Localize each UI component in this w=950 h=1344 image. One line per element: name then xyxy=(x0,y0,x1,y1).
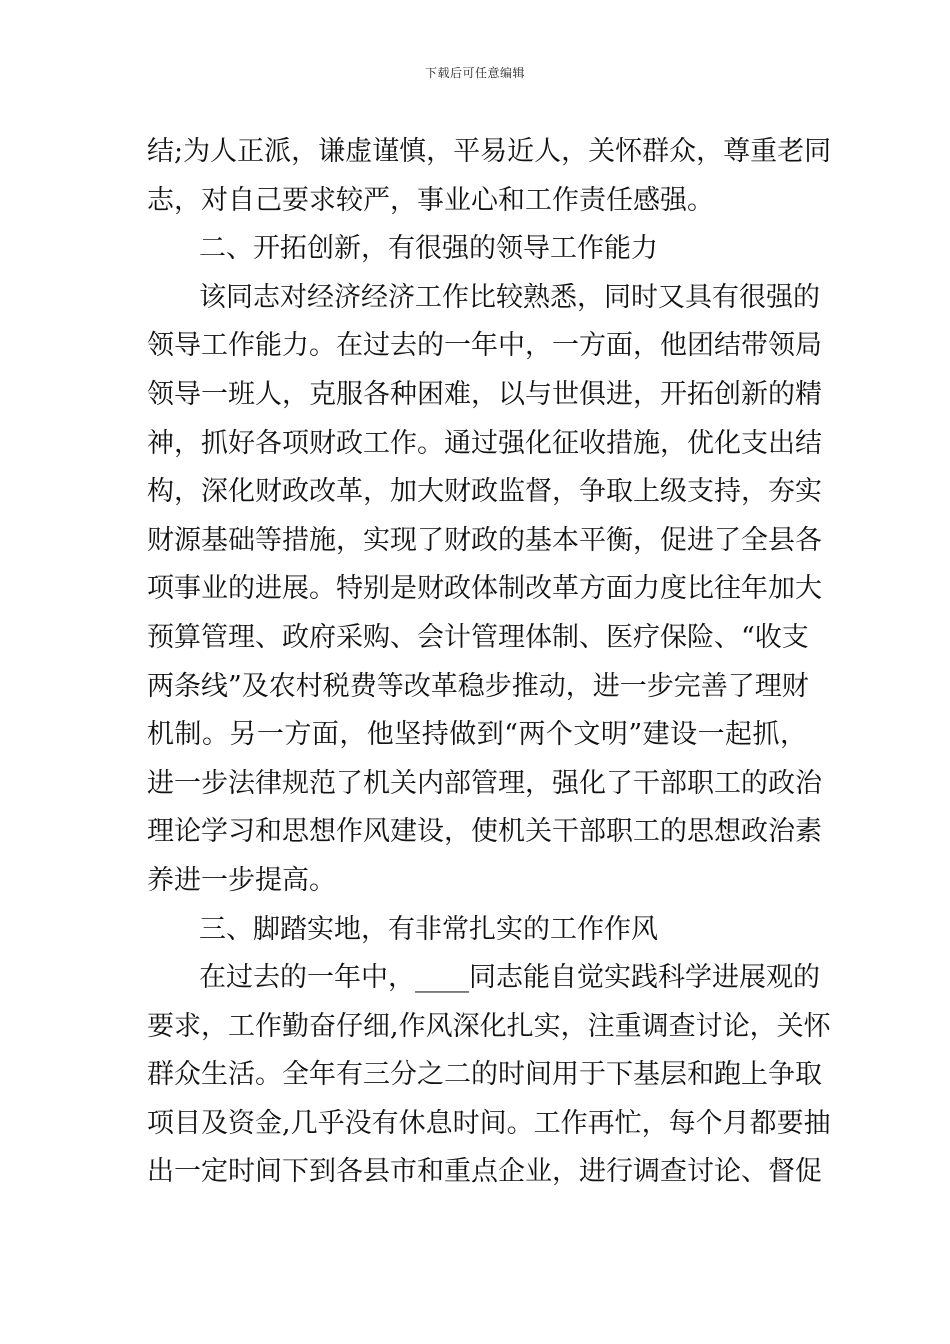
page-header: 下载后可任意编辑 xyxy=(424,66,525,80)
body-text xyxy=(147,128,832,1197)
text-line: 理论学习和思想作风建设，使机关干部职工的思想政治素 xyxy=(147,816,822,848)
text-line: 三、脚踏实地，有非常扎实的工作作风 xyxy=(199,913,658,945)
text-line: 项事业的进展。特别是财政体制改革方面力度比往年加大 xyxy=(147,573,822,605)
text-line: 养进一步提高。 xyxy=(147,864,336,896)
text-line: 预算管理、政府采购、会计管理体制、医疗保险、“收支 xyxy=(147,621,809,653)
text-line: 志，对自己要求较严，事业心和工作责任感强。 xyxy=(147,184,714,216)
text-line: 机制。另一方面，他坚持做到“两个文明”建设一起抓， xyxy=(147,719,807,751)
text-line: 在过去的一年中，____同志能自觉实践科学进展观的 xyxy=(199,962,820,994)
text-line: 领导一班人，克服各种困难，以与世俱进，开拓创新的精 xyxy=(147,378,822,410)
text-line: 神，抓好各项财政工作。通过强化征收措施，优化支出结 xyxy=(147,427,822,459)
text-line: 两条线”及农村税费等改革稳步推动，进一步完善了理财 xyxy=(147,670,809,702)
text-line: 进一步法律规范了机关内部管理，强化了干部职工的政治 xyxy=(147,767,822,799)
text-line: 项目及资金,几乎没有休息时间。工作再忙，每个月都要抽 xyxy=(147,1107,831,1139)
text-line: 构，深化财政改革，加大财政监督，争取上级支持，夯实 xyxy=(147,476,822,508)
text-line: 财源基础等措施，实现了财政的基本平衡，促进了全县各 xyxy=(147,524,822,556)
text-line: 二、开拓创新，有很强的领导工作能力 xyxy=(199,233,658,265)
text-line: 结;为人正派，谦虚谨慎，平易近人，关怀群众，尊重老同 xyxy=(147,136,832,167)
text-line: 出一定时间下到各县市和重点企业，进行调查讨论、督促 xyxy=(147,1156,822,1188)
text-line: 群众生活。全年有三分之二的时间用于下基层和跑上争取 xyxy=(147,1059,822,1091)
text-line: 要求，工作勤奋仔细,作风深化扎实，注重调查讨论，关怀 xyxy=(147,1010,831,1042)
text-line: 该同志对经济经济工作比较熟悉，同时又具有很强的 xyxy=(199,281,820,313)
text-line: 领导工作能力。在过去的一年中，一方面，他团结带领局 xyxy=(147,330,822,362)
